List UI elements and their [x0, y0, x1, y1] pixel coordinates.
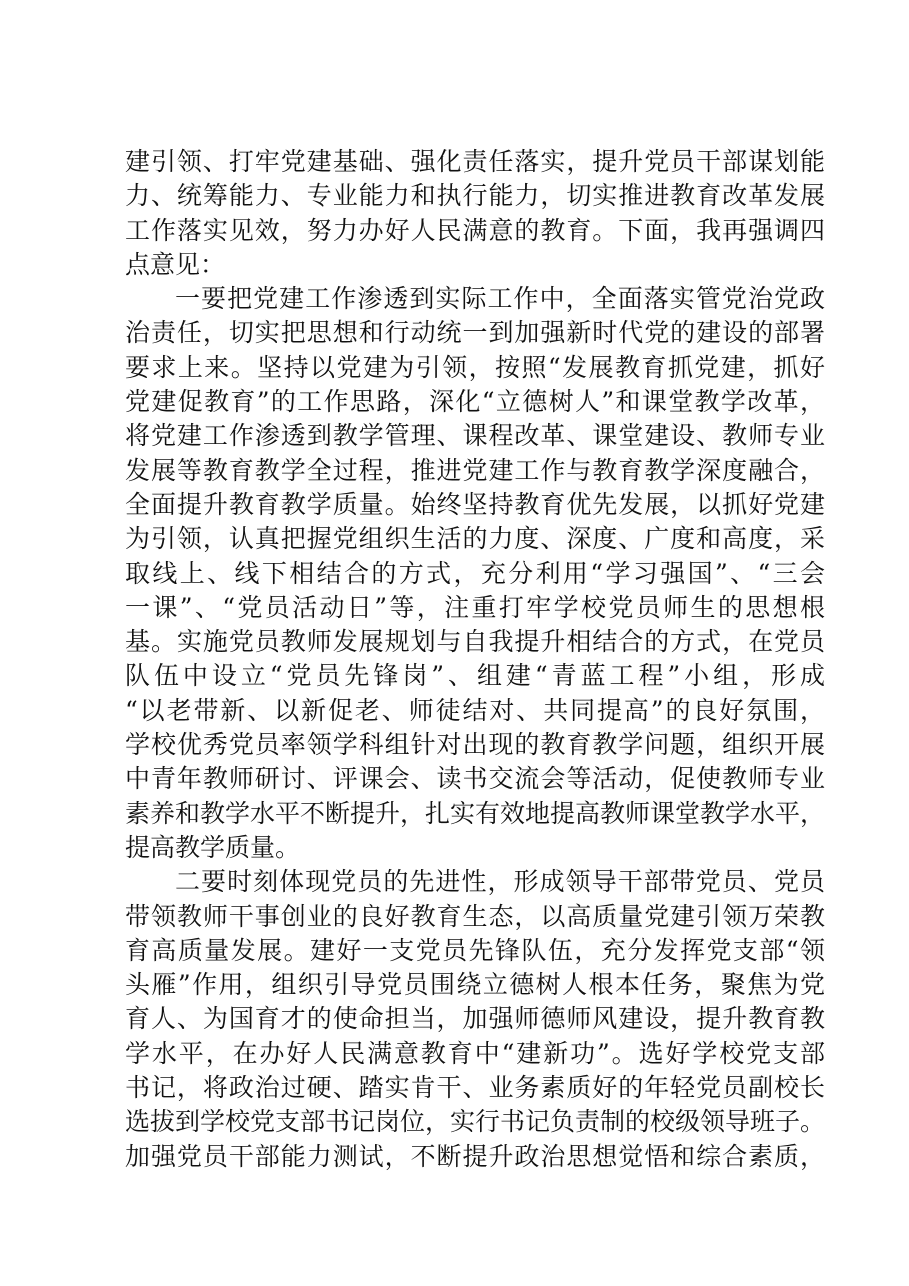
text-line: 要求上来。坚持以党建为引领，按照“发展教育抓党建，抓好: [125, 352, 825, 382]
text-line: 带领教师干事创业的良好教育生态，以高质量党建引领万荣教: [125, 901, 825, 931]
text-line: 治责任，切实把思想和行动统一到加强新时代党的建设的部署: [125, 318, 825, 348]
text-line: 素养和教学水平不断提升，扎实有效地提高教师课堂教学水平，: [125, 798, 826, 828]
text-line: 提高教学质量。: [125, 832, 301, 862]
text-line: 取线上、线下相结合的方式，充分利用“学习强国”、“三会: [125, 558, 825, 588]
text-line: 建引领、打牢党建基础、强化责任落实，提升党员干部谋划能: [125, 147, 825, 176]
text-line: 发展等教育教学全过程，推进党建工作与教育教学深度融合，: [125, 455, 825, 485]
text-line: 全面提升教育教学质量。始终坚持教育优先发展，以抓好党建: [125, 489, 825, 519]
text-line: 书记，将政治过硬、踏实肯干、业务素质好的年轻党员副校长: [125, 1073, 825, 1103]
text-line: “以老带新、以新促老、师徒结对、共同提高”的良好氛围，: [125, 695, 825, 725]
text-line: 育人、为国育才的使命担当，加强师德师风建设，提升教育教: [125, 1004, 825, 1034]
text-line: 头雁”作用，组织引导党员围绕立德树人根本任务，聚焦为党: [125, 970, 825, 1000]
text-line: 学水平，在办好人民满意教育中“建新功”。选好学校党支部: [125, 1038, 825, 1068]
text-line: 育高质量发展。建好一支党员先锋队伍，充分发挥党支部“领: [125, 935, 825, 965]
text-line: 点意见：: [125, 249, 226, 279]
text-line: 为引领，认真把握党组织生活的力度、深度、广度和高度，采: [125, 524, 825, 554]
text-line: 选拔到学校党支部书记岗位，实行书记负责制的校级领导班子。: [125, 1107, 826, 1137]
text-line: 党建促教育”的工作思路，深化“立德树人”和课堂教学改革，: [125, 387, 825, 417]
text-line: 工作落实见效，努力办好人民满意的教育。下面，我再强调四: [125, 215, 825, 245]
text-line: 队伍中设立“党员先锋岗”、组建“青蓝工程”小组，形成: [125, 661, 825, 691]
text-line: 一课”、“党员活动日”等，注重打牢学校党员师生的思想根: [125, 592, 825, 622]
body-text: [125, 145, 825, 1174]
text-line: 学校优秀党员率领学科组针对出现的教育教学问题，组织开展: [125, 730, 825, 760]
text-line: 力、统筹能力、专业能力和执行能力，切实推进教育改革发展: [125, 181, 825, 211]
text-line: 将党建工作渗透到教学管理、课程改革、课堂建设、教师专业: [125, 421, 825, 451]
text-line: 中青年教师研讨、评课会、读书交流会等活动，促使教师专业: [125, 764, 825, 794]
text-line: 基。实施党员教师发展规划与自我提升相结合的方式，在党员: [125, 627, 825, 657]
text-line: 二要时刻体现党员的先进性，形成领导干部带党员、党员: [175, 867, 825, 897]
text-line: 加强党员干部能力测试，不断提升政治思想觉悟和综合素质，: [125, 1141, 825, 1171]
text-line: 一要把党建工作渗透到实际工作中，全面落实管党治党政: [175, 284, 825, 314]
